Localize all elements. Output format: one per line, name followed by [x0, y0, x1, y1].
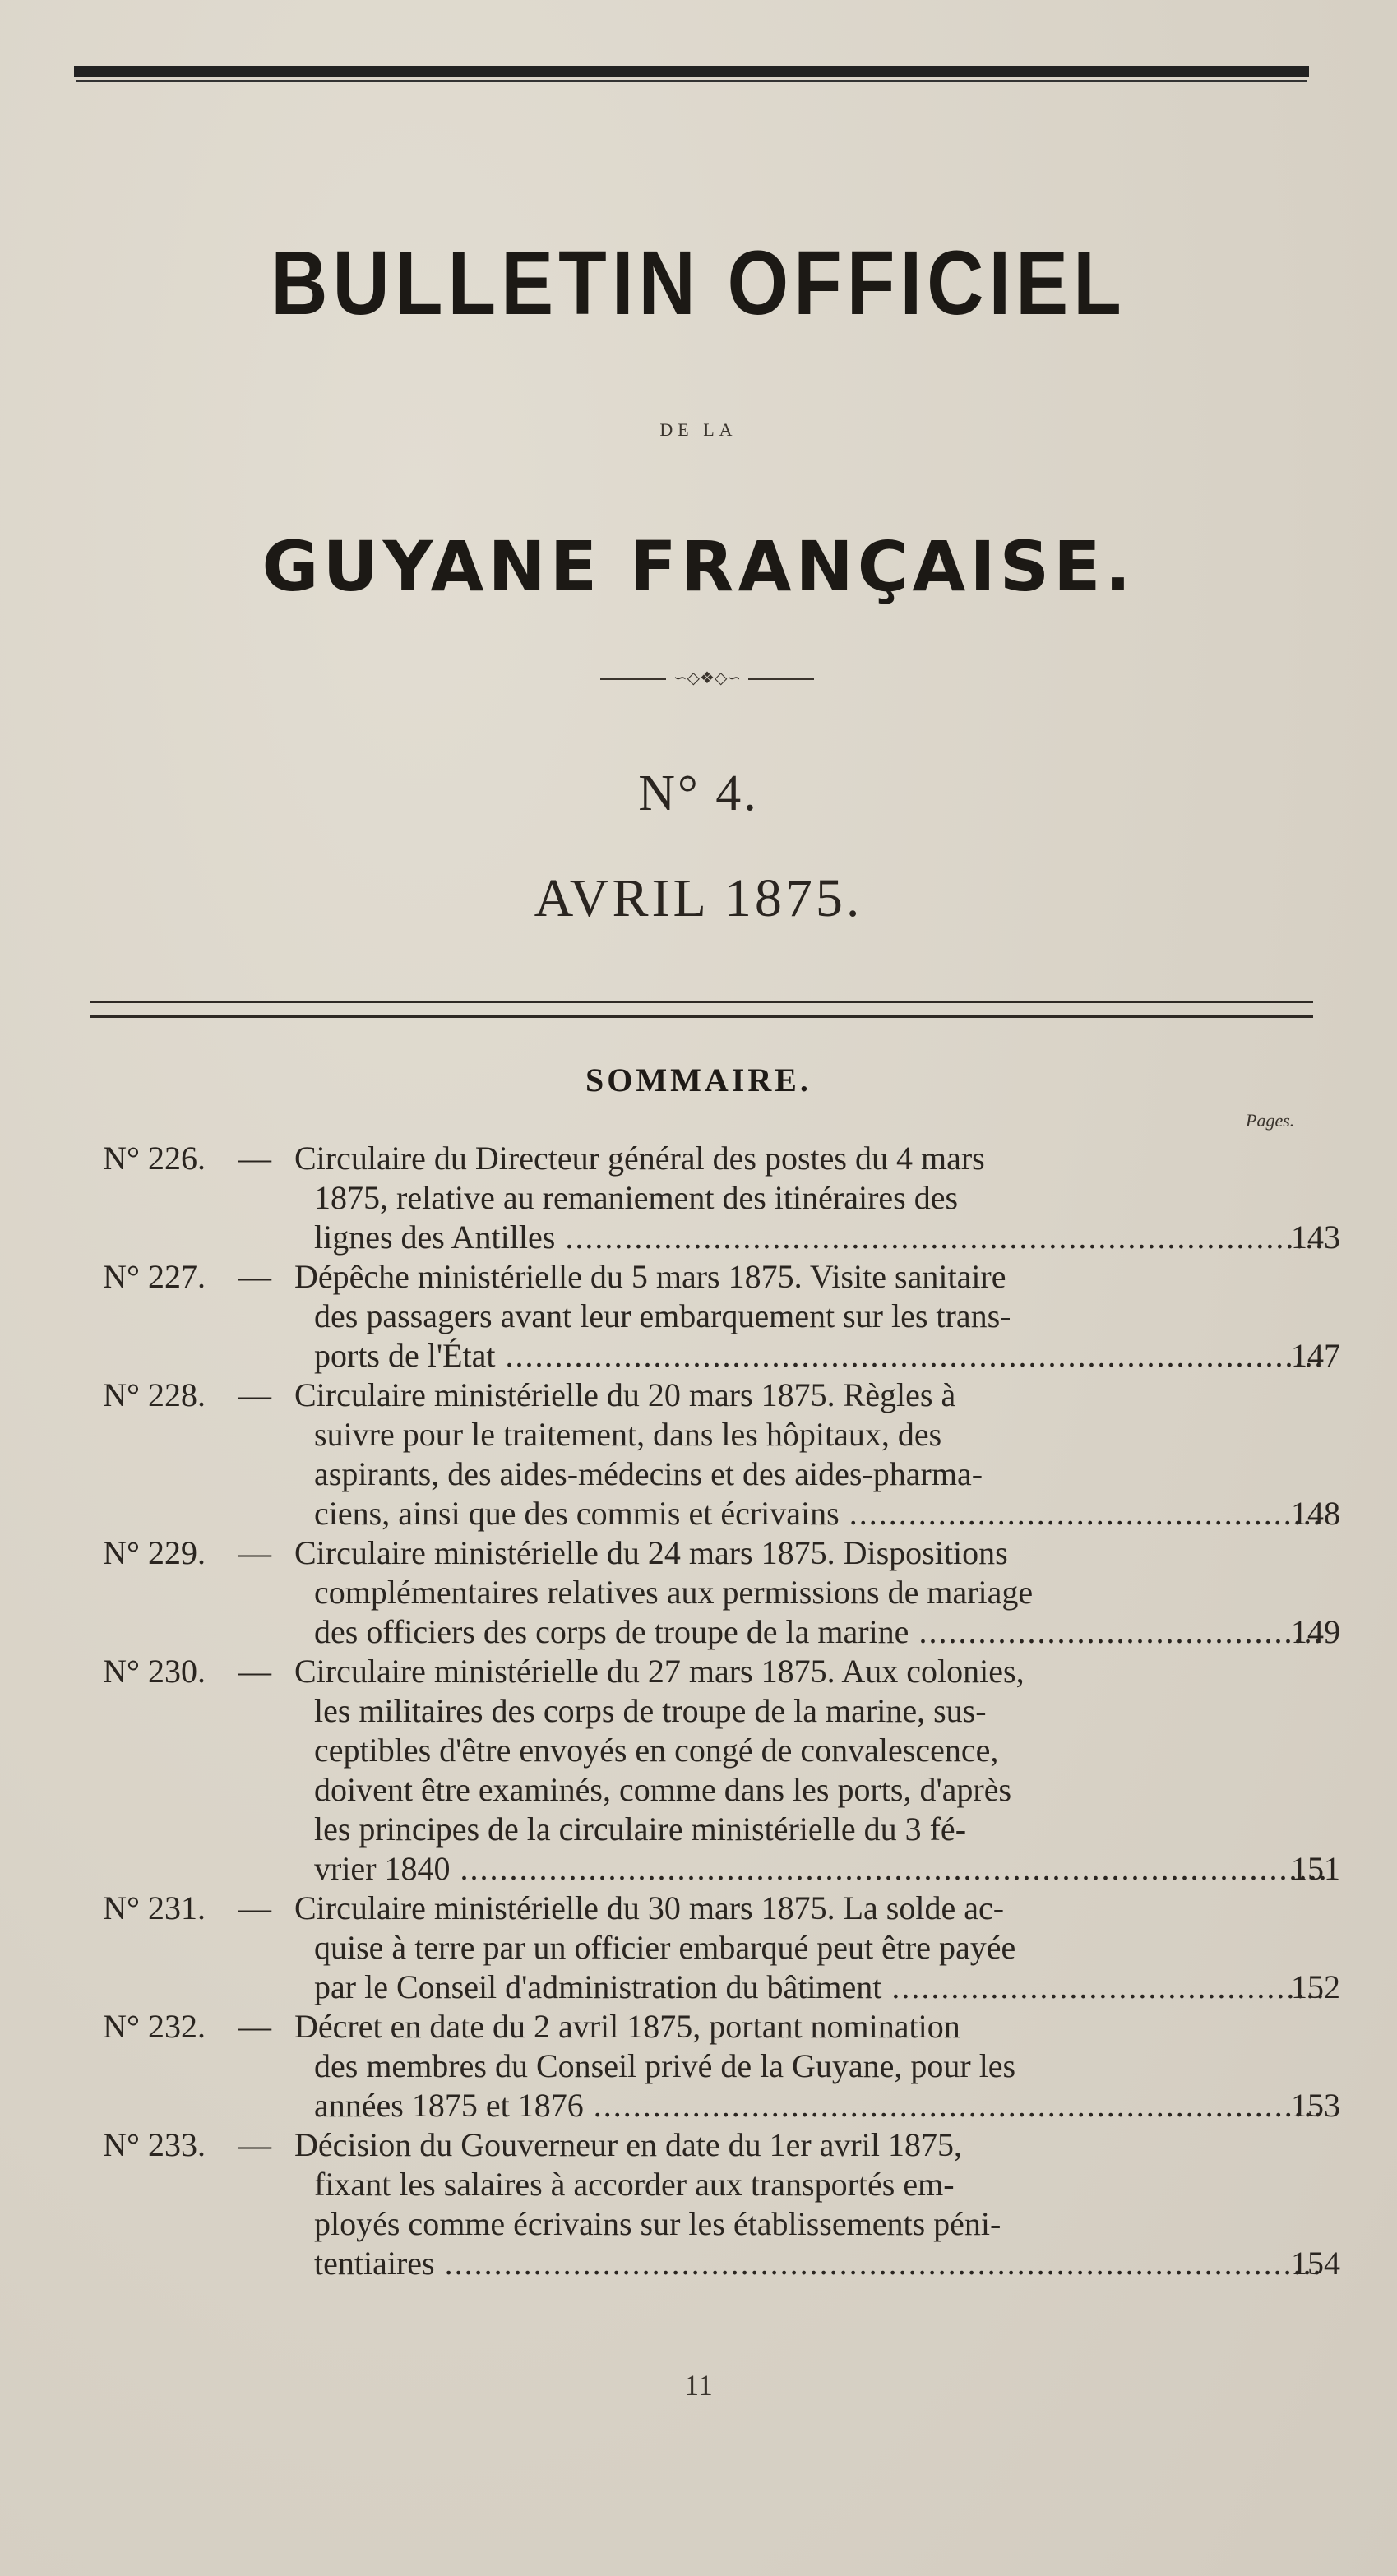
entry-text-line: complémentaires relatives aux permissions de mariage [314, 1574, 1034, 1611]
entry-text-line: les principes de la circulaire ministérielle du 3 fé- [314, 1811, 967, 1848]
entry-dash: — [238, 1534, 271, 1571]
entry-text-line: 1875, relative au remaniement des itinéraires des [314, 1179, 959, 1216]
entry-number: N° 226. [103, 1140, 206, 1177]
entry-text-line: années 1875 et 1876 ..... [314, 2086, 1325, 2125]
entry-number: N° 233. [103, 2126, 206, 2163]
entry-text-line: ciens, ainsi que des commis et écrivains ..... [314, 1494, 1325, 1533]
entry-dash: — [238, 1653, 271, 1690]
summary-entry [82, 1889, 1340, 2007]
entry-text-line: ceptibles d'être envoyés en congé de convalescence, [314, 1732, 999, 1769]
entry-text-line: vrier 1840 ..... [314, 1849, 1325, 1889]
entry-dash: — [238, 1140, 271, 1177]
entry-text-line: des membres du Conseil privé de la Guyane, pour les [314, 2047, 1016, 2084]
top-rule [74, 66, 1309, 80]
entry-text-line: doivent être examinés, comme dans les ports, d'après [314, 1771, 1012, 1808]
entry-text-line: aspirants, des aides-médecins et des aides-pharma- [314, 1455, 983, 1492]
entry-text-line: fixant les salaires à accorder aux transportés em- [314, 2166, 955, 2203]
section-rule-bottom [90, 1015, 1313, 1018]
entry-text-line: Circulaire ministérielle du 20 mars 1875. Règles à [294, 1376, 956, 1413]
section-rule-top [90, 1001, 1313, 1003]
summary-entry [82, 1376, 1340, 1533]
entry-text-line: Circulaire ministérielle du 27 mars 1875. Aux colonies, [294, 1653, 1025, 1690]
entry-text-line: Circulaire du Directeur général des postes du 4 mars [294, 1140, 985, 1177]
entry-text-line: Circulaire ministérielle du 24 mars 1875. Dispositions [294, 1534, 1008, 1571]
entry-text-line: ployés comme écrivains sur les établissements péni- [314, 2205, 1001, 2242]
entry-number: N° 230. [103, 1653, 206, 1690]
entry-dash: — [238, 1258, 271, 1295]
publication-title: BULLETIN OFFICIEL [271, 232, 1126, 334]
entry-text-line: Décret en date du 2 avril 1875, portant nomination [294, 2008, 960, 2045]
entry-page-number: 152 [1291, 1968, 1340, 2005]
entry-text-line: quise à terre par un officier embarqué peut être payée [314, 1929, 1016, 1966]
entry-page-number: 147 [1291, 1337, 1340, 1374]
entry-page-number: 148 [1291, 1495, 1340, 1532]
entry-number: N° 228. [103, 1376, 206, 1413]
entry-text-line: Décision du Gouverneur en date du 1er avril 1875, [294, 2126, 962, 2163]
entry-number: N° 229. [103, 1534, 206, 1571]
publication-subtitle-de-la: DE LA [659, 419, 738, 440]
ornament-divider: ∽◇❖◇∽ [600, 670, 814, 687]
summary-entry [82, 1139, 1340, 1257]
entry-number: N° 227. [103, 1258, 206, 1295]
entry-text-line: par le Conseil d'administration du bâtiment ..... [314, 1968, 1325, 2007]
entry-dash: — [238, 2126, 271, 2163]
entry-text-line: les militaires des corps de troupe de la marine, sus- [314, 1692, 987, 1729]
entry-text-line: lignes des Antilles ..... [314, 1218, 1325, 1257]
entry-page-number: 154 [1291, 2245, 1340, 2282]
summary-entry [82, 1652, 1340, 1889]
entry-text-line: Dépêche ministérielle du 5 mars 1875. Visite sanitaire [294, 1258, 1006, 1295]
summary-entry [82, 2125, 1340, 2283]
summary-entry [82, 2007, 1340, 2125]
entry-number: N° 232. [103, 2008, 206, 2045]
page-folio: 11 [684, 2369, 713, 2402]
entry-dash: — [238, 1889, 271, 1926]
entry-dash: — [238, 1376, 271, 1413]
entry-page-number: 151 [1291, 1850, 1340, 1887]
colony-name: GUYANE FRANÇAISE. [261, 526, 1136, 607]
entry-text-line: des officiers des corps de troupe de la marine ..... [314, 1612, 1325, 1652]
entry-page-number: 149 [1291, 1613, 1340, 1650]
summary-entry [82, 1257, 1340, 1376]
entry-page-number: 153 [1291, 2087, 1340, 2124]
issue-number: N° 4. [638, 765, 759, 821]
entry-text-line: des passagers avant leur embarquement sur les trans- [314, 1297, 1011, 1334]
entry-dash: — [238, 2008, 271, 2045]
summary-entry [82, 1533, 1340, 1652]
entry-text-line: suivre pour le traitement, dans les hôpitaux, des [314, 1416, 942, 1453]
pages-column-label: Pages. [1246, 1110, 1295, 1131]
issue-date: AVRIL 1875. [534, 868, 863, 928]
entry-text-line: ports de l'État ..... [314, 1336, 1325, 1376]
entry-number: N° 231. [103, 1889, 206, 1926]
entry-page-number: 143 [1291, 1219, 1340, 1256]
summary-heading: SOMMAIRE. [585, 1061, 812, 1098]
entry-text-line: Circulaire ministérielle du 30 mars 1875. La solde ac- [294, 1889, 1005, 1926]
entry-text-line: tentiaires ..... [314, 2244, 1325, 2283]
